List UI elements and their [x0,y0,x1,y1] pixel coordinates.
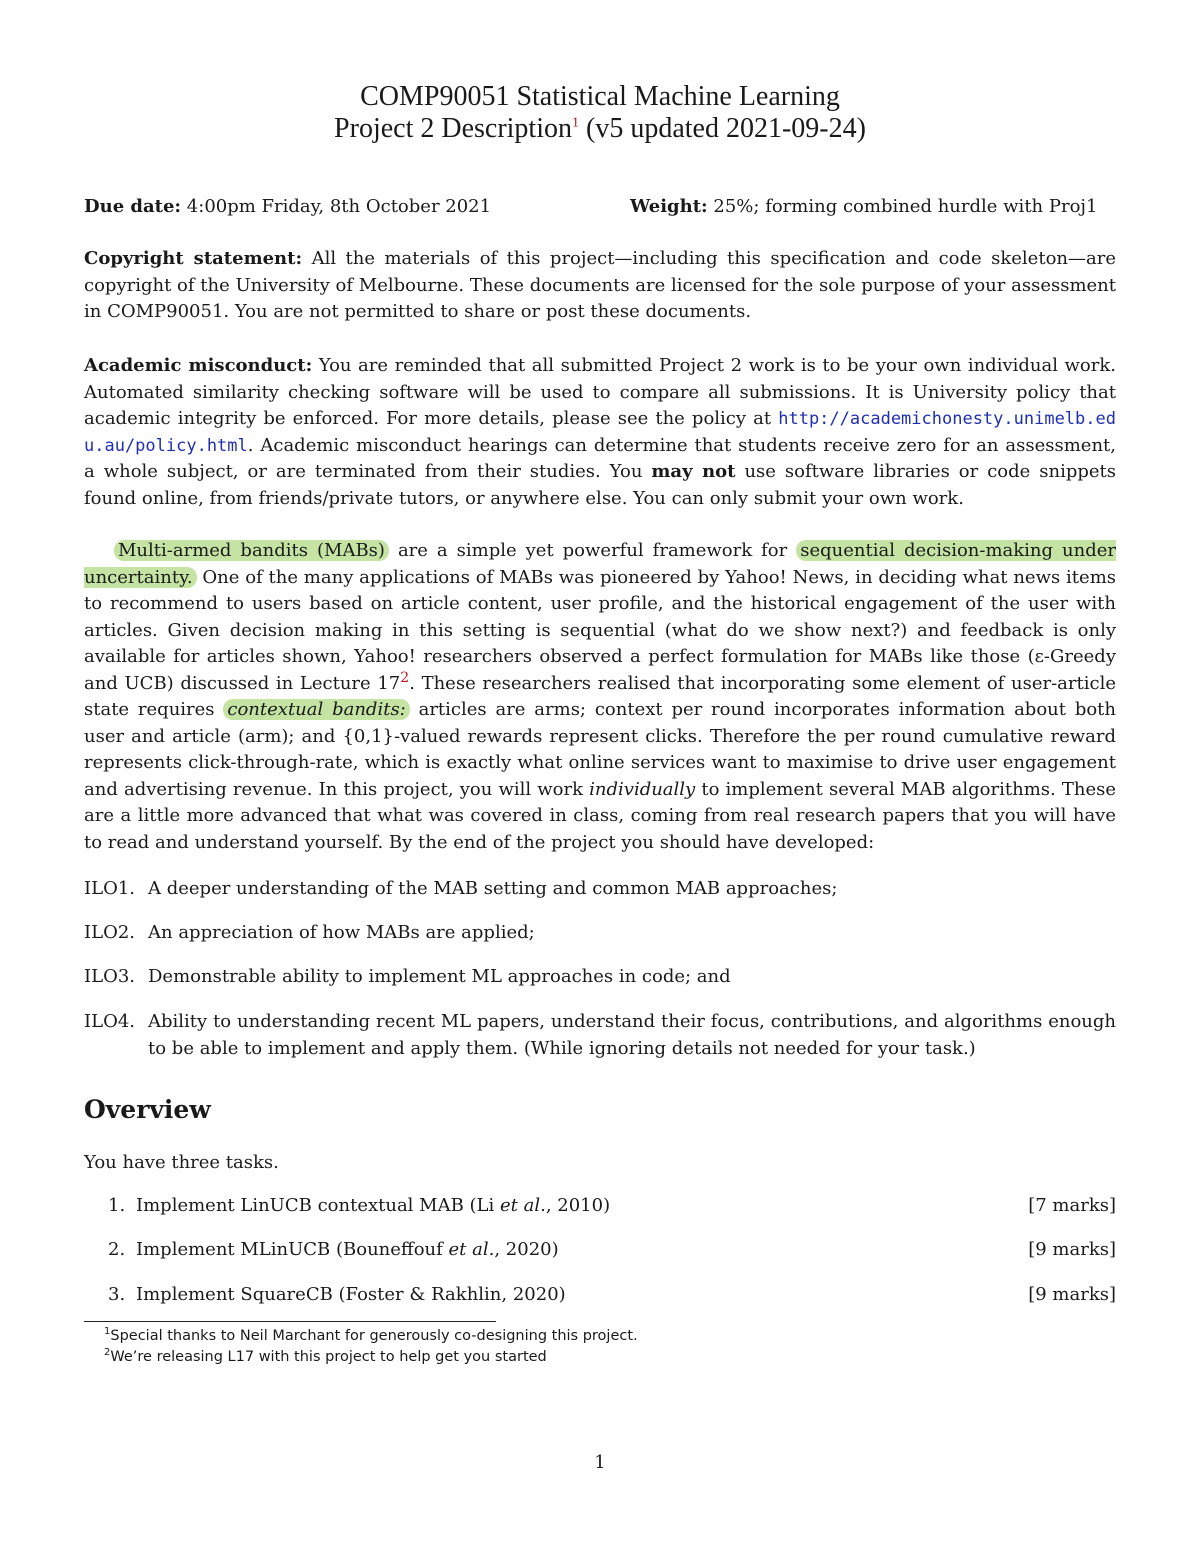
footnote-2 [104,1347,547,1365]
copyright-statement [84,246,1116,326]
misconduct-text-b: . Academic misconduct hearings can determine that students receive zero for an assessment, a whole subject, or are terminated from their studies. You [84,434,1116,482]
task-marks: [9 marks] [1028,1284,1116,1305]
intro-text-1: are a simple yet powerful framework for [388,540,797,561]
policy-link[interactable]: http://academichonesty.unimelb.edu.au/policy.html [84,409,1116,456]
highlight-contextual-bandits: contextual bandits: [223,699,409,720]
task-text: Implement SquareCB (Foster & Rakhlin, 2020) [136,1284,566,1305]
title-line-2-version: (v5 updated 2021-09-24) [579,113,866,144]
intro-text-4: articles are arms; context per round incorporates information about both user and article (arm); and {0,1}-valued rewards represent clicks. Therefore the per round cumulative reward represents click-through-rate, which is exactly what online services want to maximise to drive user engagement and advertising revenue. In this project, you will work [84,699,1117,800]
overview-intro: You have three tasks. [84,1152,279,1173]
may-not-emphasis: may not [651,461,736,482]
ilo-number: ILO4. [84,1011,135,1032]
footnote-mark: 2 [104,1347,111,1358]
intro-paragraph [84,538,1116,856]
task-number: 3. [108,1284,126,1305]
ilo-text: Demonstrable ability to implement ML approaches in code; and [148,966,731,987]
document-title [0,80,1200,113]
copyright-text: All the materials of this project—including this specification and code skeleton—are copyright of the University of Melbourne. These documents are licensed for the sole purpose of your assessment in COMP90051. You are not permitted to share or post these documents. [84,248,1116,322]
title-line-1: COMP90051 Statistical Machine Learning [360,81,840,112]
task-text: Implement MLinUCB (Bouneffouf et al., 2020) [136,1239,559,1260]
footnote-mark: 1 [104,1326,111,1337]
section-heading-overview: Overview [84,1095,211,1124]
task-marks: [7 marks] [1028,1195,1116,1216]
document-subtitle [0,112,1200,145]
task-marks: [9 marks] [1028,1239,1116,1260]
footnote-text: We’re releasing L17 with this project to help get you started [110,1348,547,1365]
weight-row [630,194,1097,221]
intro-text-3: . These researchers realised that incorporating some element of user-article state requires [84,672,1116,720]
footnote-ref-1[interactable]: 1 [572,115,579,131]
highlight-sequential: sequential decision-making under uncertainty. [84,540,1116,588]
misconduct-text-c: use software libraries or code snippets found online, from friends/private tutors, or anywhere else. You can only submit your own work. [84,461,1117,509]
ilo-text: Ability to understanding recent ML papers, understand their focus, contributions, and algorithms enough to be able to implement and apply them. (While ignoring details not needed for your task.) [148,1011,1116,1059]
ilo-text: A deeper understanding of the MAB setting and common MAB approaches; [148,878,838,899]
misconduct-label: Academic misconduct: [84,355,313,376]
weight-label: Weight: [630,196,708,217]
intro-text-5: to implement several MAB algorithms. These are a little more advanced that what was covered in class, coming from real research papers that you will have to read and understand yourself. By the end of the project you should have developed: [84,778,1116,853]
highlight-mabs: Multi-armed bandits (MABs) [114,540,389,561]
due-date-label: Due date: [84,196,182,217]
academic-misconduct [84,353,1116,512]
task-number: 1. [108,1195,126,1216]
task-text: Implement LinUCB contextual MAB (Li et al., 2010) [136,1195,611,1216]
misconduct-text-a: You are reminded that all submitted Project 2 work is to be your own individual work. Automated similarity checking software will be used to compare all submissions. It is University policy that academic integrity be enforced. For more details, please see the policy at [84,355,1116,429]
copyright-label: Copyright statement: [84,248,303,269]
due-date-value: 4:00pm Friday, 8th October 2021 [181,196,492,217]
ilo-number: ILO3. [84,966,135,987]
title-line-2-main: Project 2 Description [334,113,572,144]
footnote-1 [104,1326,638,1344]
weight-value: 25%; forming combined hurdle with Proj1 [707,196,1098,217]
footnote-ref-2[interactable]: 2 [400,669,410,686]
intro-text-2: One of the many applications of MABs was pioneered by Yahoo! News, in deciding what news items to recommend to users based on article content, user profile, and the historical engagement of the user with articles. Given decision making in this setting is sequential (what do we show next?) and feedback is only available for articles shown, Yahoo! researchers observed a perfect formulation for MABs like those (ε-Greedy and UCB) discussed in Lecture 17 [84,566,1116,694]
footnote-text: Special thanks to Neil Marchant for generously co-designing this project. [110,1327,638,1344]
page-number: 1 [594,1452,606,1473]
ilo-number: ILO1. [84,878,135,899]
footnote-divider [84,1321,496,1322]
individually-emphasis: individually [589,778,696,800]
ilo-text: An appreciation of how MABs are applied; [148,922,535,943]
task-number: 2. [108,1239,126,1260]
ilo-number: ILO2. [84,922,135,943]
